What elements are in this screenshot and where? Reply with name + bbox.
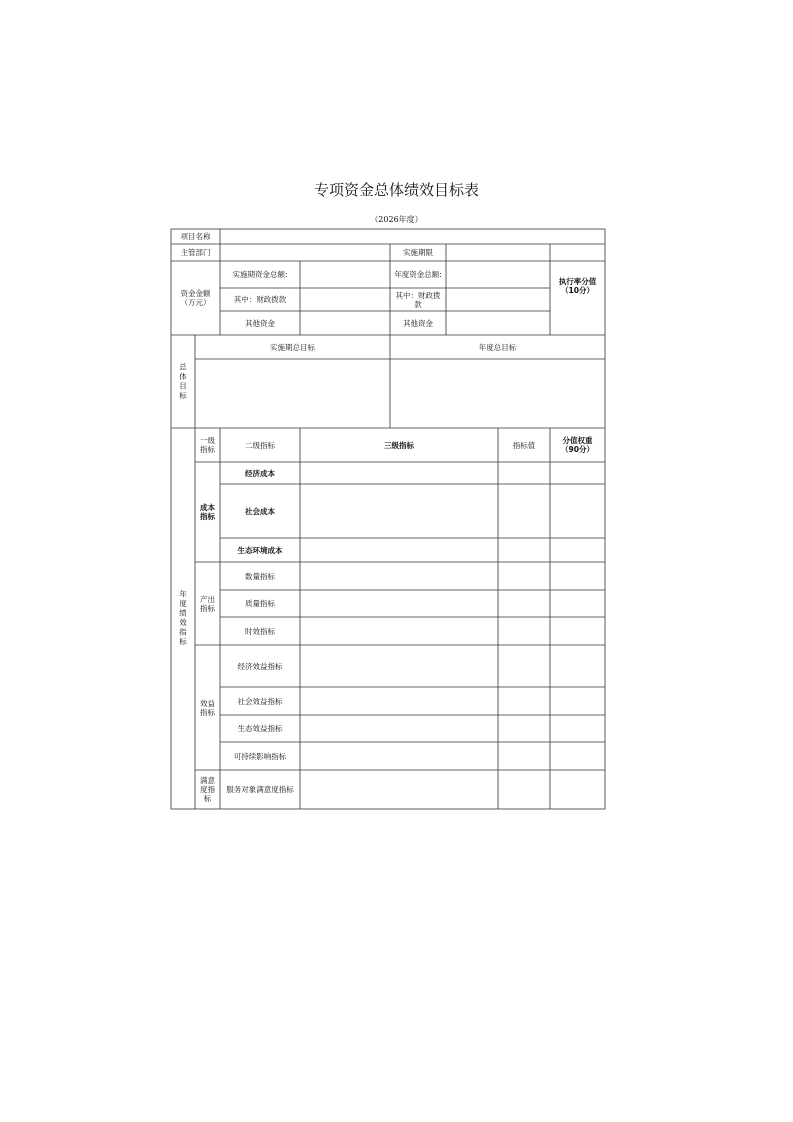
timeliness-label: 时效指标 [245, 626, 275, 636]
social-benefit-label: 社会效益指标 [237, 696, 283, 706]
quality-label: 质量指标 [245, 599, 275, 608]
funds-label: 资金金额（万元） [180, 289, 211, 307]
annual-indicators-label: 年度绩效指标 [178, 590, 188, 647]
service-satisfaction-label: 服务对象满意度指标 [226, 785, 294, 794]
annual-goal-label: 年度总目标 [478, 342, 517, 352]
fiscal-label: 其中：财政拨款 [233, 295, 287, 304]
other-funds-label: 其他资金 [245, 318, 275, 328]
period-goal-label: 实施期总目标 [270, 342, 315, 352]
page-title: 专项资金总体绩效目标表 [313, 181, 479, 199]
sustain-label: 可持续影响指标 [233, 751, 287, 761]
fiscal-label-2: 其中：财政拨款 [395, 290, 441, 309]
eco-cost-label: 生态环境成本 [237, 545, 283, 555]
year-label: （2026年度） [370, 215, 423, 224]
value-header: 指标值 [512, 440, 536, 450]
dept-label: 主管部门 [180, 248, 211, 257]
output-indicator-label: 产出指标 [200, 594, 215, 613]
period-total-label: 实施期资金总额: [232, 270, 288, 279]
weight-header: 分值权重（90分） [561, 436, 594, 454]
level2-header: 二级指标 [245, 440, 275, 450]
eco-benefit-label: 生态效益指标 [237, 724, 283, 733]
overall-goal-label: 总体目标 [178, 362, 188, 401]
econ-benefit-label: 经济效益指标 [237, 661, 283, 671]
level1-header: 一级指标 [200, 436, 215, 454]
satisfaction-indicator-label: 满意度指标 [200, 776, 215, 803]
project-name-label: 项目名称 [180, 232, 211, 241]
level3-header: 三级指标 [384, 440, 414, 450]
econ-cost-label: 经济成本 [245, 468, 275, 478]
benefit-indicator-label: 效益指标 [200, 698, 215, 717]
exec-rate-label: 执行率分值（10分） [558, 277, 597, 295]
cost-indicator-label: 成本指标 [200, 503, 215, 521]
social-cost-label: 社会成本 [245, 506, 275, 516]
quantity-label: 数量指标 [245, 571, 275, 581]
other-funds-label-2: 其他资金 [403, 318, 433, 328]
annual-total-label: 年度资金总额: [394, 270, 442, 279]
period-label: 实施期限 [403, 248, 433, 257]
